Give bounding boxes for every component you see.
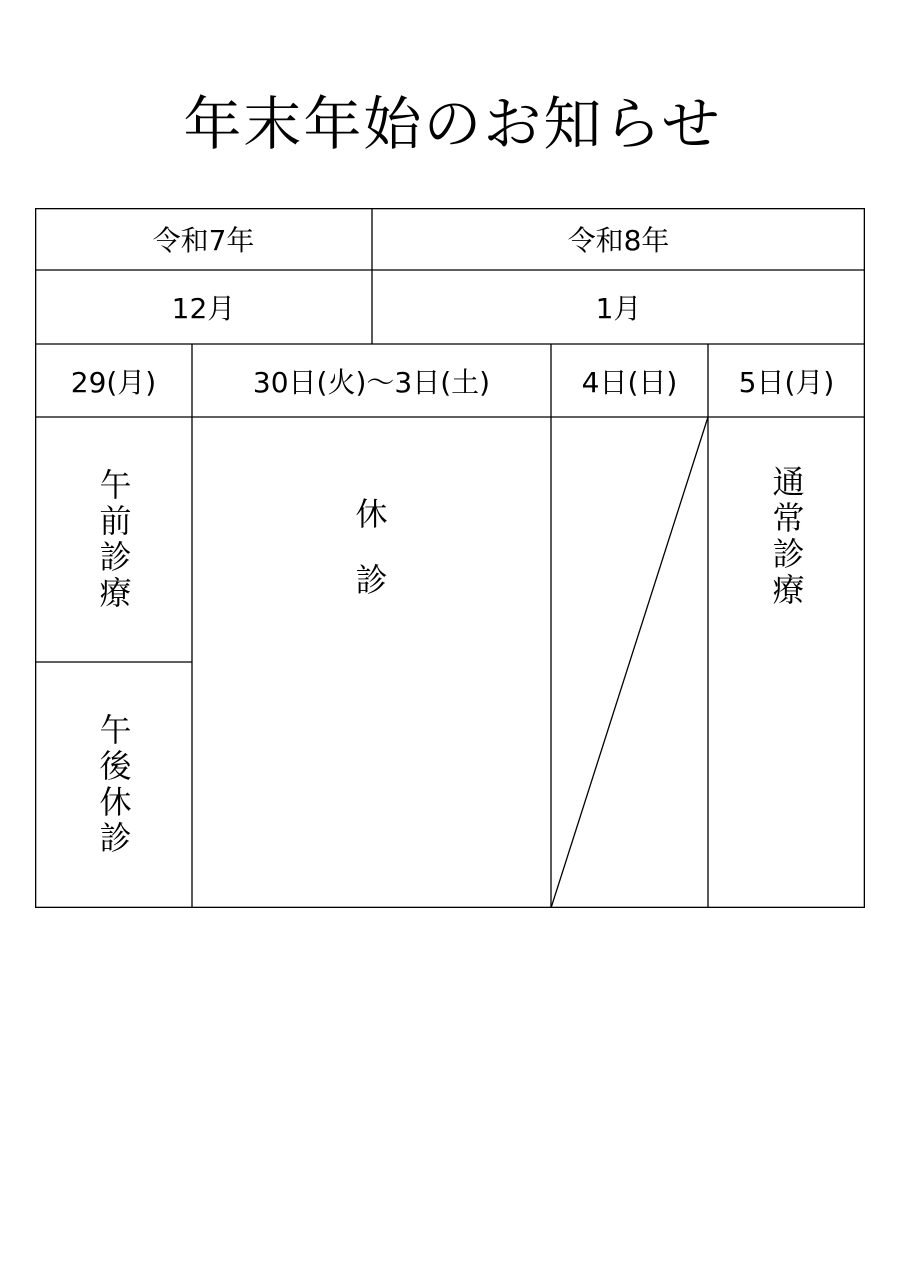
afternoon-closed-cell — [35, 662, 192, 908]
closed-cell — [192, 417, 551, 677]
diagonal-slash — [551, 417, 708, 908]
month-cell-december: 12月 — [171, 292, 236, 325]
day-cell-30-3: 30日(火)〜3日(土) — [252, 365, 491, 399]
day-cell-4: 4日(日) — [581, 365, 678, 399]
closed-label-char: 休 — [355, 495, 388, 533]
closed-label-char: 診 — [355, 561, 388, 599]
normal-clinic-label: 通常診療 — [767, 465, 806, 609]
morning-clinic-label: 午前診療 — [94, 467, 133, 612]
normal-clinic-cell — [708, 417, 865, 657]
schedule-table — [35, 208, 865, 908]
day-cell-5: 5日(月) — [738, 365, 835, 399]
morning-clinic-cell — [35, 417, 192, 662]
year-cell-r8: 令和8年 — [567, 224, 670, 257]
year-cell-r7: 令和7年 — [152, 224, 255, 257]
day-cell-29: 29(月) — [70, 365, 157, 399]
month-cell-january: 1月 — [595, 292, 642, 325]
afternoon-closed-label: 午後休診 — [94, 713, 133, 857]
page-title: 年末年始のお知らせ — [183, 90, 722, 158]
